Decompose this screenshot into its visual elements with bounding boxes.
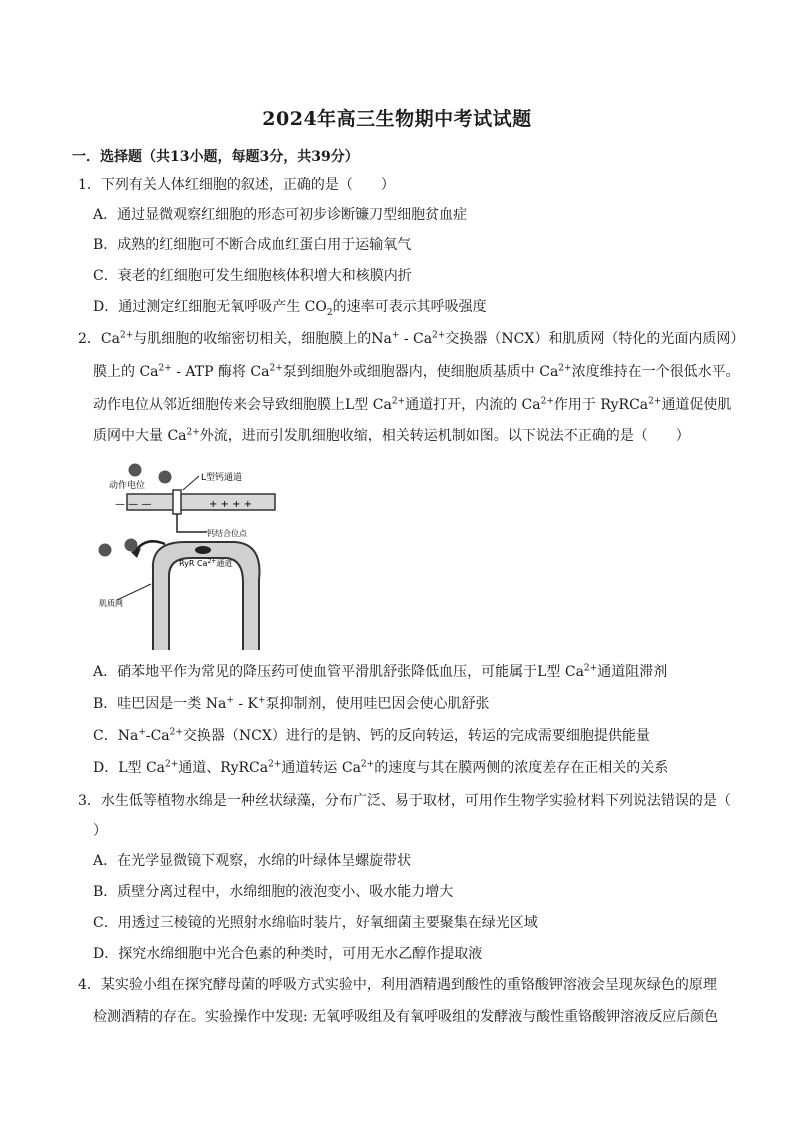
label-sarcoplasmic-reticulum: 肌质网 — [99, 599, 123, 608]
ca-ion — [159, 471, 172, 484]
label-ryr-channel: RyR $Ca^{2+}$通道 — [179, 558, 233, 568]
sr-pointer — [117, 584, 151, 600]
q3-option-c[interactable]: C．用透过三棱镜的光照射水绵临时装片，好氧细菌主要聚集在绿光区域 — [93, 915, 538, 931]
q1-option-c[interactable]: C．衰老的红细胞可发生细胞核体积增大和核膜内折 — [93, 268, 412, 284]
label-l-type-channel: L型钙通道 — [201, 473, 243, 483]
q2-option-a[interactable]: A．硝苯地平作为常见的降压药可使血管平滑肌舒张降低血压，可能属于L型 $Ca^{2+}$通道阻滞剂 — [93, 663, 668, 680]
calcium-path — [177, 514, 207, 532]
calcium-transport-figure — [95, 460, 285, 650]
transport-diagram — [95, 460, 285, 650]
q3-option-a[interactable]: A．在光学显微镜下观察，水绵的叶绿体呈螺旋带状 — [93, 853, 412, 869]
q2-option-c[interactable]: C．$Na^+-Ca^{2+}$交换器（NCX）进行的是钠、钙的反向转运，转运的完成需要细胞提供能量 — [93, 727, 650, 744]
q4-stem-line-1: 4．某实验小组在探究酵母菌的呼吸方式实验中，利用酒精遇到酸性的重铬酸钾溶液会呈现灰绿色的原理 — [78, 977, 717, 993]
pointer-line — [183, 476, 199, 490]
q1-option-d[interactable]: D．通过测定红细胞无氧呼吸产生 $CO_2$的速率可表示其呼吸强度 — [93, 299, 487, 318]
q3-option-b[interactable]: B．质壁分离过程中，水绵细胞的液泡变小、吸水能力增大 — [93, 884, 454, 900]
q1-stem: 1．下列有关人体红细胞的叙述，正确的是（ ） — [78, 177, 395, 193]
section-heading: 一．选择题（共13小题，每题3分，共39分） — [72, 149, 359, 165]
sr-lumen — [169, 558, 243, 650]
q2-option-d[interactable]: D．L型 $Ca^{2+}$通道、RyRCa$^{2+}$通道转运 $Ca^{2+}$的速度与其在膜两侧的浓度差存在正相关的关系 — [93, 759, 669, 776]
membrane-plus-signs: + + + + — [209, 499, 253, 510]
q3-stem-line-2: ） — [93, 823, 107, 839]
ryr-channel — [195, 546, 211, 554]
q2-stem-line-1: 2．$Ca^{2+}$与肌细胞的收缩密切相关，细胞膜上的$Na^+ - Ca^{2+}$交换器（NCX）和肌质网（特化的光面内质网） — [78, 330, 745, 347]
q1-option-b[interactable]: B．成熟的红细胞可不断合成血红蛋白用于运输氧气 — [93, 237, 412, 253]
q4-stem-line-2: 检测酒精的存在。实验操作中发现: 无氧呼吸组及有氧呼吸组的发酵液与酸性重铬酸钾溶液反应后颜色 — [93, 1009, 719, 1025]
q2-stem-line-4: 质网中大量 $Ca^{2+}$外流，进而引发肌细胞收缩，相关转运机制如图。以下说法不正确的是（ ） — [93, 427, 690, 444]
ca-ion — [99, 544, 112, 557]
q2-stem-line-3: 动作电位从邻近细胞传来会导致细胞膜上L型 $Ca^{2+}$通道打开，内流的 $Ca^{2+}$作用于 RyRCa$^{2+}$通道促使肌 — [93, 396, 732, 413]
l-type-channel — [173, 490, 181, 514]
label-binding-site: 钙结合位点 — [207, 529, 247, 538]
q1-option-a[interactable]: A．通过显微观察红细胞的形态可初步诊断镰刀型细胞贫血症 — [93, 207, 468, 223]
exam-title: 2024年高三生物期中考试试题 — [262, 108, 532, 130]
q3-option-d[interactable]: D．探究水绵细胞中光合色素的种类时，可用无水乙醇作提取液 — [93, 946, 483, 962]
ca-ion — [129, 464, 142, 477]
membrane-minus-signs: — — — — [115, 499, 152, 510]
q3-stem-line-1: 3．水生低等植物水绵是一种丝状绿藻，分布广泛、易于取材，可用作生物学实验材料下列说法错误的是（ — [78, 793, 731, 809]
q2-option-b[interactable]: B．哇巴因是一类 Na+ - K+泵抑制剂，使用哇巴因会使心肌舒张 — [93, 695, 490, 712]
q2-stem-line-2: 膜上的 $Ca^{2+}$ - ATP 酶将 $Ca^{2+}$泵到细胞外或细胞器内，使细胞质基质中 $Ca^{2+}$浓度维持在一个很低水平。 — [93, 363, 740, 380]
label-action-potential: 动作电位 — [109, 481, 146, 491]
